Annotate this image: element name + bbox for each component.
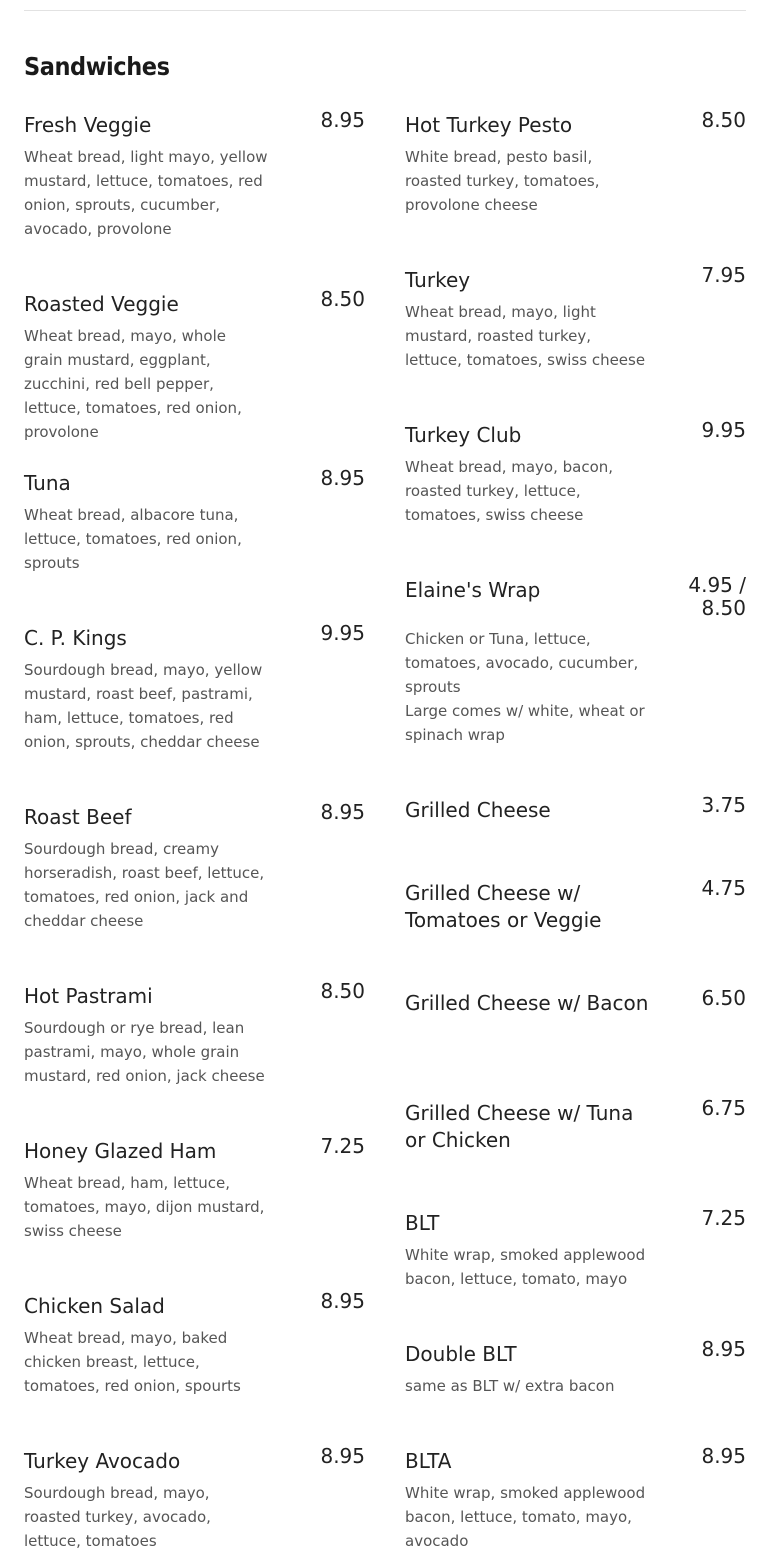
item-price: 9.95 — [701, 418, 746, 442]
item-name: Hot Turkey Pesto — [405, 113, 573, 137]
item-price: 8.95 — [701, 1337, 746, 1361]
item-price: 6.50 — [701, 986, 746, 1010]
item-name: Tuna — [24, 471, 71, 495]
item-description: same as BLT w/ extra bacon — [405, 1377, 615, 1395]
item-price: 8.95 — [701, 1444, 746, 1468]
item-price: 8.50 — [701, 108, 746, 132]
item-price: 7.95 — [701, 263, 746, 287]
menu-item — [405, 573, 746, 747]
item-description: Sourdough bread, mayo, yellow mustard, roast beef, pastrami, ham, lettuce, tomatoes, red onion, sprouts, cheddar cheese — [24, 661, 263, 751]
item-name: Grilled Cheese w/ Tomatoes or Veggie — [405, 881, 602, 932]
item-description: Wheat bread, ham, lettuce, tomatoes, mayo, dijon mustard, swiss cheese — [24, 1174, 265, 1240]
menu-item — [405, 1206, 746, 1291]
item-price: 8.50 — [320, 287, 365, 311]
item-price: 6.75 — [701, 1096, 746, 1120]
item-description: Wheat bread, mayo, whole grain mustard, eggplant, zucchini, red bell pepper, lettuce, tomatoes, red onion, provolone — [24, 327, 242, 441]
item-description: Sourdough bread, mayo, roasted turkey, avocado, lettuce, tomatoes — [24, 1484, 211, 1550]
item-name: Grilled Cheese — [405, 798, 551, 822]
item-price: 3.75 — [701, 793, 746, 817]
item-price: 9.95 — [320, 621, 365, 645]
item-description: White bread, pesto basil, roasted turkey, tomatoes, provolone cheese — [405, 148, 600, 214]
menu-item — [405, 1444, 746, 1553]
menu-item — [24, 1289, 365, 1398]
item-description — [405, 627, 650, 747]
item-description: White wrap, smoked applewood bacon, lettuce, tomato, mayo — [405, 1246, 646, 1288]
top-divider — [24, 10, 746, 11]
item-description-extra: Large comes w/ white, wheat or spinach wrap — [405, 702, 645, 744]
menu-item — [24, 108, 365, 241]
menu-item — [24, 1134, 365, 1243]
menu-item — [24, 466, 365, 575]
item-price: 7.25 — [701, 1206, 746, 1230]
item-price: 8.95 — [320, 1289, 365, 1313]
item-description: Wheat bread, mayo, bacon, roasted turkey, lettuce, tomatoes, swiss cheese — [405, 458, 614, 524]
item-price: 8.50 — [320, 979, 365, 1003]
menu-item — [405, 1337, 746, 1398]
item-price: 8.95 — [320, 466, 365, 490]
menu-item — [405, 108, 746, 217]
item-description: Sourdough bread, creamy horseradish, roast beef, lettuce, tomatoes, red onion, jack and cheddar cheese — [24, 840, 265, 930]
menu-item — [405, 793, 746, 824]
item-name: Grilled Cheese w/ Tuna or Chicken — [405, 1101, 634, 1152]
item-name: Honey Glazed Ham — [24, 1139, 217, 1163]
menu-item — [405, 263, 746, 372]
item-price: 8.95 — [320, 800, 365, 824]
item-description: Wheat bread, mayo, baked chicken breast, lettuce, tomatoes, red onion, spourts — [24, 1329, 241, 1395]
item-price: 4.75 — [701, 876, 746, 900]
item-price: 4.95 / 8.50 — [688, 573, 746, 620]
menu-item — [24, 979, 365, 1088]
item-name: Elaine's Wrap — [405, 578, 541, 602]
item-name: Roast Beef — [24, 805, 132, 829]
menu-item — [24, 1444, 365, 1553]
menu-item — [405, 876, 746, 934]
item-price: 7.25 — [320, 1134, 365, 1158]
item-name: Grilled Cheese w/ Bacon — [405, 991, 649, 1015]
item-description: Wheat bread, mayo, light mustard, roasted turkey, lettuce, tomatoes, swiss cheese — [405, 303, 646, 369]
menu-item — [24, 287, 365, 444]
item-description: Wheat bread, albacore tuna, lettuce, tomatoes, red onion, sprouts — [24, 506, 242, 572]
item-name: C. P. Kings — [24, 626, 127, 650]
item-name: BLTA — [405, 1449, 452, 1473]
menu-item — [405, 986, 746, 1017]
item-description-main: Chicken or Tuna, lettuce, tomatoes, avocado, cucumber, sprouts — [405, 630, 639, 696]
item-name: Double BLT — [405, 1342, 517, 1366]
item-name: Chicken Salad — [24, 1294, 165, 1318]
menu-item — [24, 800, 365, 933]
item-name: Hot Pastrami — [24, 984, 153, 1008]
item-price: 8.95 — [320, 108, 365, 132]
item-name: Fresh Veggie — [24, 113, 152, 137]
item-name: Turkey Avocado — [24, 1449, 181, 1473]
menu-item — [24, 621, 365, 754]
item-description: Wheat bread, light mayo, yellow mustard, lettuce, tomatoes, red onion, sprouts, cucumber, avocado, provolone — [24, 148, 268, 238]
item-price: 8.95 — [320, 1444, 365, 1468]
item-description: White wrap, smoked applewood bacon, lettuce, tomato, mayo, avocado — [405, 1484, 646, 1550]
item-name: Turkey Club — [405, 423, 522, 447]
menu-item — [405, 418, 746, 527]
item-description: Sourdough or rye bread, lean pastrami, mayo, whole grain mustard, red onion, jack cheese — [24, 1019, 265, 1085]
item-name: Turkey — [405, 268, 471, 292]
menu-item — [405, 1096, 746, 1154]
item-name: Roasted Veggie — [24, 292, 179, 316]
section-title: Sandwiches — [24, 52, 170, 81]
item-name: BLT — [405, 1211, 440, 1235]
